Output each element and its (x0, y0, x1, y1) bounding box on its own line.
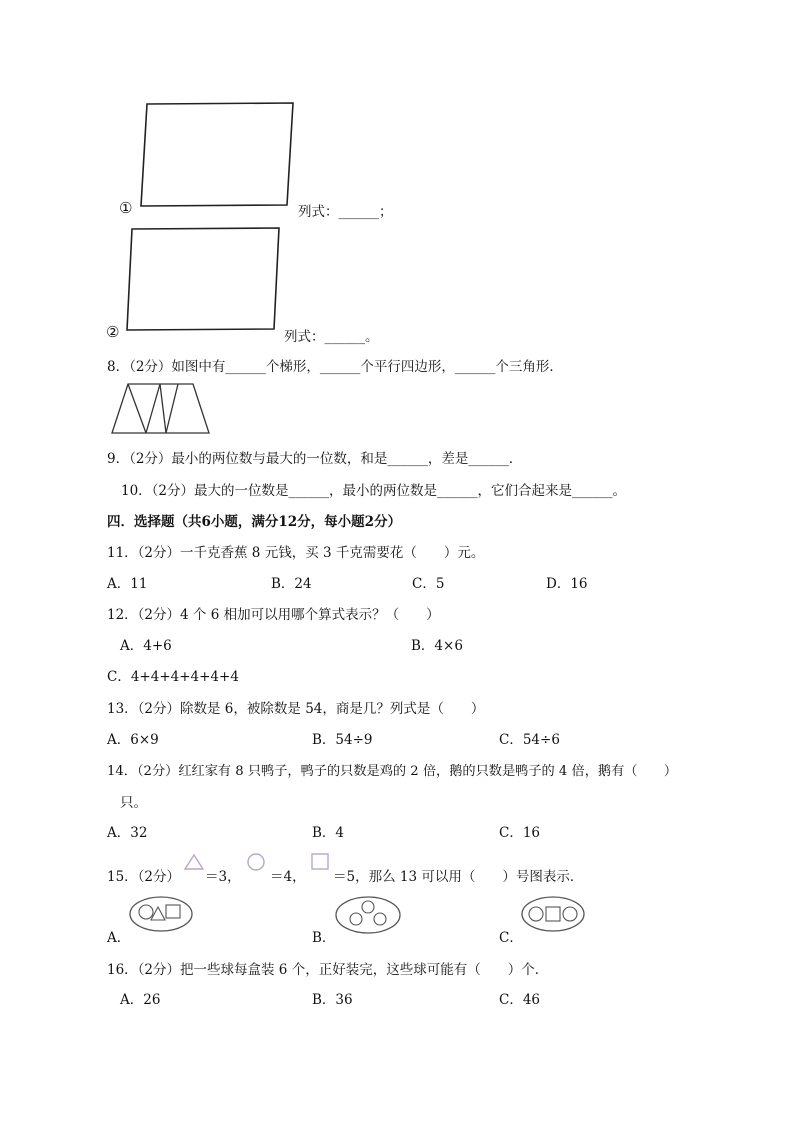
triangle-icon (183, 852, 205, 872)
q12-option-c[interactable]: C．4+4+4+4+4+4 (107, 669, 239, 685)
question-14-continued: 只。 (120, 795, 147, 811)
figure-1-marker: ① (119, 199, 133, 217)
q16-option-a[interactable]: A．26 (120, 992, 161, 1008)
question-9: 9．（2分）最小的两位数与最大的一位数，和是______，差是______． (107, 451, 523, 467)
q12-option-b[interactable]: B．4×6 (411, 638, 463, 654)
q13-option-b[interactable]: B．54÷9 (312, 732, 373, 748)
q14-option-c[interactable]: C．16 (499, 825, 541, 841)
question-14: 14．（2分）红红家有 8 只鸭子，鸭子的只数是鸡的 2 倍，鹅的只数是鸭子的 4 倍，鹅有（ ） (107, 764, 678, 779)
q16-option-b[interactable]: B．36 (312, 992, 353, 1008)
q14-option-b[interactable]: B．4 (312, 825, 345, 841)
triangle-equals: ＝3， (205, 869, 241, 885)
q12-option-a[interactable]: A．4+6 (120, 638, 172, 654)
question-12: 12．（2分）4 个 6 相加可以用哪个算式表示？（ ） (107, 607, 440, 623)
parallelogram-figure-2 (122, 223, 287, 333)
section-4-title: 四．选择题（共6小题，满分12分，每小题2分） (107, 514, 402, 530)
q15-option-a[interactable]: A． (107, 930, 131, 946)
parallelogram-figure-1 (135, 98, 300, 210)
figure-1-formula: 列式：______； (298, 204, 393, 220)
option-c-shapes-ellipse (520, 895, 588, 935)
option-a-shapes-ellipse (128, 895, 196, 935)
q15-option-c[interactable]: C． (499, 930, 523, 946)
question-11: 11．（2分）一千克香蕉 8 元钱，买 3 千克需要花（ ）元。 (107, 545, 485, 561)
q11-option-c[interactable]: C．5 (412, 576, 445, 592)
q11-option-d[interactable]: D．16 (546, 576, 588, 592)
q16-option-c[interactable]: C．46 (499, 992, 541, 1008)
square-icon (309, 852, 331, 872)
question-15-prefix: 15．（2分） (107, 869, 181, 885)
q13-option-a[interactable]: A．6×9 (107, 732, 159, 748)
trapezoid-figure (108, 380, 213, 438)
q15-option-b[interactable]: B． (312, 930, 336, 946)
question-8: 8．（2分）如图中有______个梯形，______个平行四边形，______个三角形． (107, 359, 563, 375)
figure-2-marker: ② (106, 323, 120, 341)
question-16: 16．（2分）把一些球每盒装 6 个，正好装完，这些球可能有（ ）个． (107, 962, 549, 978)
q11-option-a[interactable]: A．11 (107, 576, 148, 592)
q13-option-c[interactable]: C．54÷6 (499, 732, 560, 748)
figure-2-formula: 列式：______。 (284, 329, 379, 345)
q11-option-b[interactable]: B．24 (271, 576, 312, 592)
question-13: 13．（2分）除数是 6，被除数是 54，商是几？列式是（ ） (107, 701, 485, 717)
question-10: 10．（2分）最大的一位数是______，最小的两位数是______，它们合起来是______。 (121, 483, 627, 499)
q14-option-a[interactable]: A．32 (107, 825, 148, 841)
circle-icon (245, 852, 267, 872)
square-equals-question: ＝5，那么 13 可以用（ ）号图表示． (333, 869, 584, 885)
circle-equals: ＝4， (270, 869, 306, 885)
option-b-shapes-ellipse (334, 895, 404, 937)
